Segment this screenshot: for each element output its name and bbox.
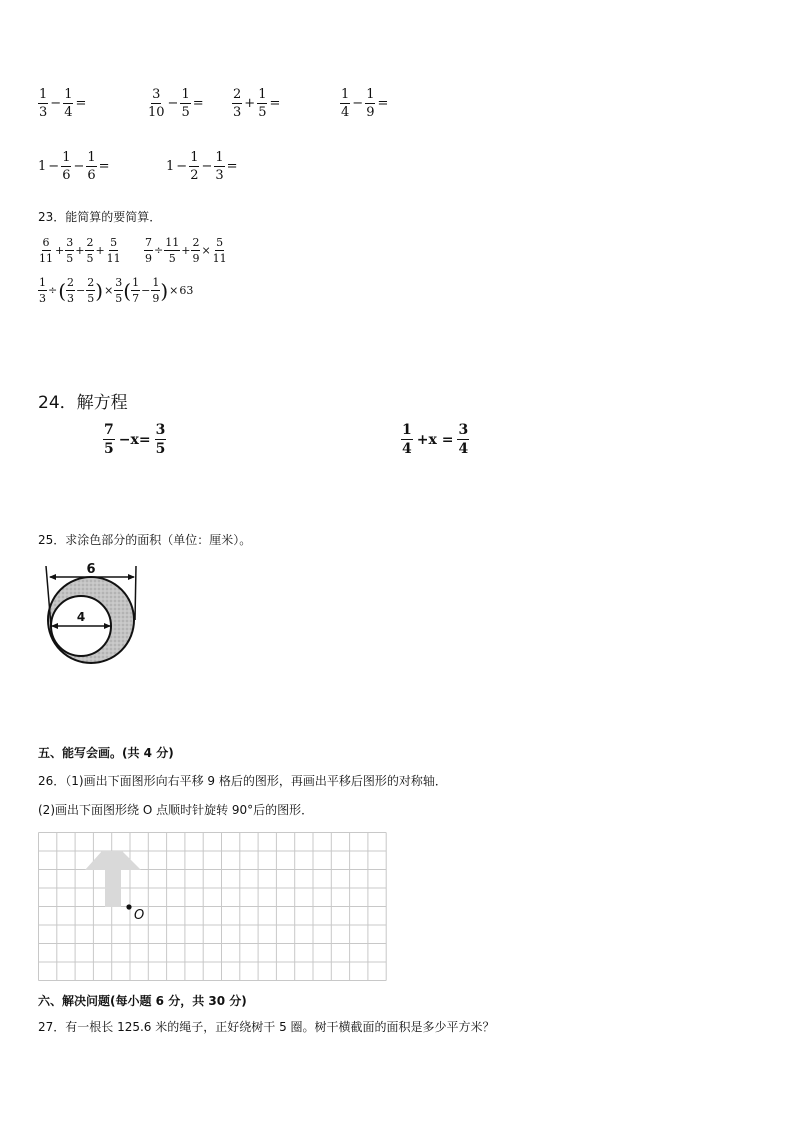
arrowhead-right-outer	[128, 574, 135, 580]
fraction: $\frac{1}{3}$	[215, 150, 224, 183]
inner-dimension-label: 4	[76, 610, 86, 624]
fraction: $\frac{1}{5}$	[181, 87, 190, 120]
q23-title: 23．能简算的要简算．	[38, 210, 162, 224]
arrowhead-left-outer	[49, 574, 56, 580]
section-5-title: 五、能写会画。(共 4 分)	[38, 746, 174, 760]
fraction: $\frac{1}{2}$	[190, 150, 199, 183]
outer-right-tangent	[135, 566, 136, 620]
drawing-grid[interactable]	[38, 832, 388, 982]
exercise-4: $\frac{1}{4}$ − $\frac{1}{9}$ =	[341, 87, 389, 120]
fraction: $\frac{1}{6}$	[87, 150, 96, 183]
section-6-title: 六、解决问题(每小题 6 分，共 30 分)	[38, 994, 247, 1008]
exercise-6: 1 − $\frac{1}{2}$ − $\frac{1}{3}$ =	[166, 150, 238, 183]
fraction: $\frac{1}{5}$	[258, 87, 267, 120]
q26-line-2: (2)画出下面图形绕 O 点顺时针旋转 90°后的图形．	[38, 803, 314, 817]
q26-line-1: 26．（1)画出下面图形向右平移 9 格后的图形，再画出平移后图形的对称轴．	[38, 774, 447, 788]
q23-expression-1: $\frac{6}{11}$ + $\frac{3}{5}$ + $\frac{2}{5}$ + $\frac{5}{11}$	[39, 236, 121, 265]
q24-equation-2: $\frac{1}{4}$ +x = $\frac{3}{4}$	[402, 422, 469, 457]
q25-title: 25．求涂色部分的面积（单位：厘米）。	[38, 533, 252, 547]
fraction: $\frac{3}{10}$	[148, 87, 165, 120]
exercise-5: 1 − $\frac{1}{6}$ − $\frac{1}{6}$ =	[38, 150, 110, 183]
fraction: $\frac{1}{4}$	[64, 87, 73, 120]
q23-expression-2: $\frac{7}{9}$ ÷ $\frac{11}{5}$ + $\frac{2}{9}$ × $\frac{5}{11}$	[145, 236, 227, 265]
rotation-point-label: O	[134, 908, 145, 923]
q24-equation-1: $\frac{7}{5}$ −x= $\frac{3}{5}$	[104, 422, 166, 457]
q24-title: 24．解方程	[38, 393, 128, 413]
fraction: $\frac{1}{3}$	[39, 87, 48, 120]
fraction: $\frac{1}{9}$	[366, 87, 375, 120]
q27-text: 27．有一根长 125.6 米的绳子，正好绕树干 5 圈。树干横截面的面积是多少平方米？	[38, 1020, 495, 1034]
rotation-point	[126, 904, 131, 909]
exercise-2: $\frac{3}{10}$ − $\frac{1}{5}$ =	[148, 87, 204, 120]
fraction: $\frac{1}{4}$	[341, 87, 350, 120]
outer-dimension-label: 6	[86, 562, 96, 577]
q23-expression-3: $\frac{1}{3}$ ÷ ( $\frac{2}{3}$ − $\frac{2}{5}$ ) × $\frac{3}{5}$ ( $\frac{1}{7}$ − $\frac{1}{9}$ ) × 63	[39, 276, 194, 305]
grid-lines	[39, 833, 387, 981]
shaded-circles-figure	[38, 560, 148, 675]
fraction: $\frac{2}{3}$	[233, 87, 242, 120]
exercise-3: $\frac{2}{3}$ + $\frac{1}{5}$ =	[233, 87, 281, 120]
exercise-1: $\frac{1}{3}$ − $\frac{1}{4}$ =	[39, 87, 87, 120]
fraction: $\frac{1}{6}$	[62, 150, 71, 183]
